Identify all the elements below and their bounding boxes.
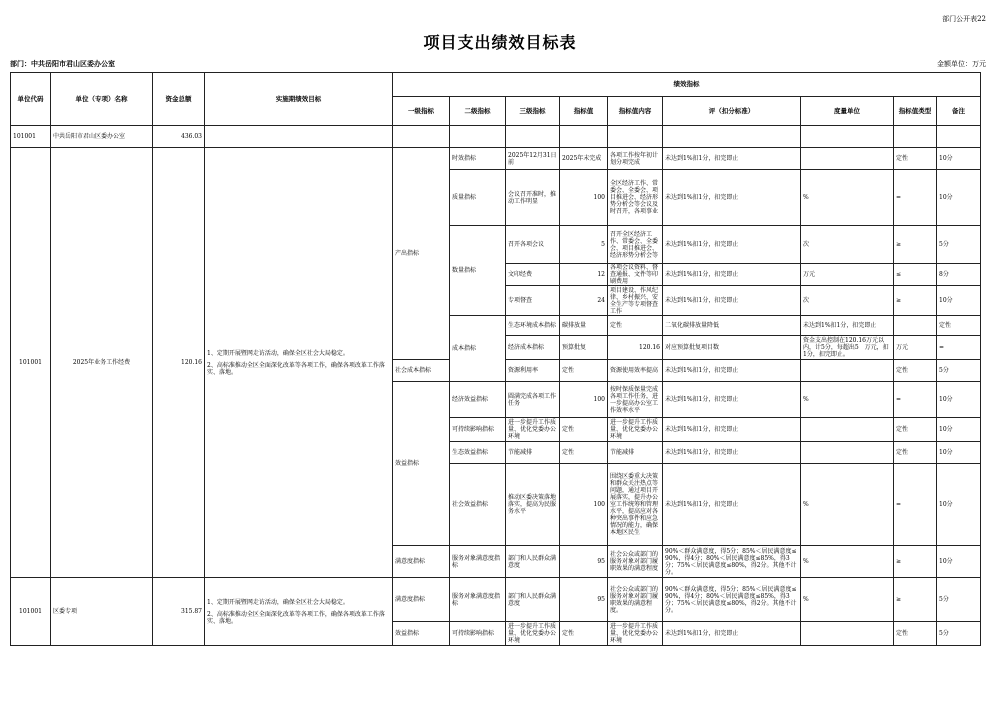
p2-r1-content: 进一步提升工作质量、优化党委办公环境 (608, 622, 663, 646)
p1-r0-content: 各项工作按年初计划分项完成 (608, 148, 663, 170)
p1-r10-unit (801, 442, 894, 464)
p1-r5-score: 未达到1%扣1分，扣完即止 (801, 316, 894, 336)
p1-r1-unit: % (801, 170, 894, 226)
p2-r1-val: 定性 (560, 622, 608, 646)
p2-r0-unit: % (801, 578, 894, 622)
header-unit-code: 单位代码 (11, 73, 51, 126)
p1-r2-val: 5 (560, 226, 608, 264)
p1-goal (205, 148, 393, 578)
p1-r8-score: 未达到1%扣1分，扣完即止 (663, 382, 801, 418)
header-note: 备注 (937, 97, 981, 126)
p1-r3-val: 12 (560, 264, 608, 286)
p2-r1-unit (801, 622, 894, 646)
p1-r4-content: 项目建设、作风纪律、乡村振兴、安全生产等专项督查工作 (608, 286, 663, 316)
p2-r0-score: 90%＜群众满意度，得5分；85%＜居民满意度≤90%，得4分；80%＜居民满意度≤85%，得3分；75%＜居民满意度≤80%，得2分。其他不计分。 (663, 578, 801, 622)
p2-goal-2: 2、高标准推动全区全面深化改革等各项工作，确保各项改革工作落实、落地。 (207, 610, 385, 625)
p1-r10-l3: 节能减排 (506, 442, 560, 464)
p1-r9-note: 10分 (937, 418, 981, 442)
p1-r4-l3: 专项督查 (506, 286, 560, 316)
p1-r5-l2: 生态环境成本指标 (506, 316, 560, 336)
p1-r6-content: 对应预算批复项目数 (663, 336, 801, 360)
p1-r9-val: 定性 (560, 418, 608, 442)
p1-r9-l3: 进一步提升工作质量、优化党委办公环境 (506, 418, 560, 442)
p1-r7-unit (801, 360, 894, 382)
p1-r9-content: 进一步提升工作质量、优化党委办公环境 (608, 418, 663, 442)
p2-r0-note: 5分 (937, 578, 981, 622)
p1-r6-val: 120.16 (608, 336, 663, 360)
p1-r10-type: 定性 (894, 442, 937, 464)
p2-r1-l3: 进一步提升工作质量、优化党委办公环境 (506, 622, 560, 646)
p1-r1-l2: 质量指标 (450, 170, 506, 226)
p1-name: 2025年业务工作经费 (51, 148, 153, 578)
performance-table (10, 72, 981, 646)
p1-r8-val: 100 (560, 382, 608, 418)
p1-r5-type: 定性 (937, 316, 981, 336)
p1-r11-unit: % (801, 464, 894, 546)
p1-r12-score: 90%＜群众满意度，得5分；85%＜居民满意度≤90%，得4分；80%＜居民满意度≤85%，得3分；75%＜居民满意度≤80%，得2分。其他不计分。 (663, 546, 801, 578)
p1-r6-l2: 经济成本指标 (506, 336, 560, 360)
p1-r5-unit (894, 316, 937, 336)
p2-r1-note: 5分 (937, 622, 981, 646)
p1-r4-score: 未达到1%扣1分，扣完即止 (663, 286, 801, 316)
p1-r4-val: 24 (560, 286, 608, 316)
p1-r12-note: 10分 (937, 546, 981, 578)
p1-r1-val: 100 (560, 170, 608, 226)
p2-r0-l3: 部门和人民群众满意度 (506, 578, 560, 622)
p2-r1-type: 定性 (894, 622, 937, 646)
p2-r0-content: 社会公众或部门的服务对象对部门履职效果的满意程度。 (608, 578, 663, 622)
p1-r1-type: = (894, 170, 937, 226)
p1-r4-type: ≥ (894, 286, 937, 316)
p2-code: 101001 (11, 578, 51, 646)
p1-r0-val: 2025年末完成 (560, 148, 608, 170)
p1-r8-note: 10分 (937, 382, 981, 418)
header-indicators: 绩效指标 (393, 73, 981, 97)
header-annual-goal: 实施期绩效目标 (205, 73, 393, 126)
table-row (11, 126, 981, 148)
p1-r8-l2: 经济效益指标 (450, 382, 506, 418)
p1-r11-l3: 推动区委决策落地落实，提高为民服务水平 (506, 464, 560, 546)
p1-r8-unit: % (801, 382, 894, 418)
p2-l1-benefit: 效益指标 (393, 622, 450, 646)
p1-r3-type: ≤ (894, 264, 937, 286)
summary-code: 101001 (11, 126, 51, 148)
p1-r2-l3: 召开各项会议 (506, 226, 560, 264)
header-measure-unit: 度量单位 (801, 97, 894, 126)
p1-r10-l2: 生态效益指标 (450, 442, 506, 464)
page-title: 项目支出绩效目标表 (423, 33, 577, 52)
p1-r0-l2: 时效指标 (450, 148, 506, 170)
p1-r11-note: 10分 (937, 464, 981, 546)
p2-r0-type: ≥ (894, 578, 937, 622)
p1-r12-unit: % (801, 546, 894, 578)
p1-r0-l3: 2025年12月31日前 (506, 148, 560, 170)
p1-r10-val: 定性 (560, 442, 608, 464)
p1-r12-content: 社会公众或部门的服务对象对部门履职效果的满意程度 (608, 546, 663, 578)
summary-name: 中共岳阳市君山区委办公室 (51, 126, 153, 148)
p1-r2-score: 未达到1%扣1分，扣完即止 (663, 226, 801, 264)
table-row (11, 578, 981, 622)
p1-r11-type: = (894, 464, 937, 546)
p2-name: 区委专项 (51, 578, 153, 646)
p1-r1-l3: 会议召开准时，推动工作明显 (506, 170, 560, 226)
p1-r6-unit: 万元 (894, 336, 937, 360)
p1-r6-l3: 预算批复 (560, 336, 608, 360)
p1-r7-type: 定性 (894, 360, 937, 382)
header-unit-name: 单位（专项）名称 (51, 73, 153, 126)
p1-r7-l2: 社会成本指标 (393, 360, 450, 382)
p1-r1-content: 全区经济工作、常委会、全委会、项目推进会、经济形势分析会等会议及时召开，各项事业 (608, 170, 663, 226)
p1-r3-note: 8分 (937, 264, 981, 286)
p1-r12-val: 95 (560, 546, 608, 578)
p1-r2-unit: 次 (801, 226, 894, 264)
header-value: 指标值 (560, 97, 608, 126)
p1-r7-score: 未达到1%扣1分，扣完即止 (663, 360, 801, 382)
p1-r10-note: 10分 (937, 442, 981, 464)
p1-goal-1: 1、定期开展暨网走访活动，确保全区社会大局稳定。 (207, 349, 349, 357)
p1-code: 101001 (11, 148, 51, 578)
p1-r7-note: 5分 (937, 360, 981, 382)
header-total-funds: 资金总额 (153, 73, 205, 126)
p1-r5-content: 二氧化碳排放量降低 (663, 316, 801, 336)
p1-r6-score: 资金支出控制在120.16万元以内，计5分，每超出5 万元，扣1分，扣完即止。 (801, 336, 894, 360)
p1-r11-score: 未达到1%扣1分，扣完即止 (663, 464, 801, 546)
header-level1: 一级指标 (393, 97, 450, 126)
p1-r5-val: 定性 (608, 316, 663, 336)
p1-r9-score: 未达到1%扣1分，扣完即止 (663, 418, 801, 442)
p1-r12-type: ≥ (894, 546, 937, 578)
p1-amount: 120.16 (153, 148, 205, 578)
p1-r0-score: 未达到1%扣1分，扣完即止 (663, 148, 801, 170)
department-label: 部门：中共岳阳市君山区委办公室 (10, 59, 115, 68)
p1-r3-unit: 万元 (801, 264, 894, 286)
p1-r1-score: 未达到1%扣1分，扣完即止 (663, 170, 801, 226)
p2-goal (205, 578, 393, 646)
p1-r8-content: 按时保质保量完成各项工作任务，进一步提高办公室工作效率水平 (608, 382, 663, 418)
p2-r1-score: 未达到1%扣1分，扣完即止 (663, 622, 801, 646)
p1-r11-content: 围绕区委重大决策和群众关注热点等问题，通过项目开展落实，提升办公室工作统筹和管理水平，提高应对各种突出事件和应急情况的能力，确保本地区民生 (608, 464, 663, 546)
p1-goal-2: 2、高标准推动全区全面深化改革等各项工作，确保各项改革工作落实、落地。 (207, 361, 385, 376)
p1-r1-note: 10分 (937, 170, 981, 226)
p1-r5-l3: 碳排放量 (560, 316, 608, 336)
p1-r0-note: 10分 (937, 148, 981, 170)
p2-r1-l2: 可持续影响指标 (450, 622, 506, 646)
p2-l1-satisfaction: 满意度指标 (393, 578, 450, 622)
p1-r2-l2: 数量指标 (450, 226, 506, 316)
p1-r7-val: 定性 (560, 360, 608, 382)
p1-r3-l3: 文印经费 (506, 264, 560, 286)
p1-l1-output: 产出指标 (393, 148, 450, 360)
p2-r0-val: 95 (560, 578, 608, 622)
header-scoring: 评（扣分标准） (663, 97, 801, 126)
table-number-label: 部门公开表22 (942, 15, 986, 23)
p1-l1-benefit: 效益指标 (393, 382, 450, 546)
p1-r11-val: 100 (560, 464, 608, 546)
table-row (11, 148, 981, 170)
p1-r2-type: ≥ (894, 226, 937, 264)
summary-amount: 436.03 (153, 126, 205, 148)
header-level2: 二级指标 (450, 97, 506, 126)
p1-r10-content: 节能减排 (608, 442, 663, 464)
amount-unit-label: 金额单位：万元 (937, 60, 986, 68)
p1-r9-type: 定性 (894, 418, 937, 442)
p1-r7-l3: 资源利用率 (506, 360, 560, 382)
p1-r2-note: 5分 (937, 226, 981, 264)
p1-r6-type: = (937, 336, 981, 360)
p1-r10-score: 未达到1%扣1分，扣完即止 (663, 442, 801, 464)
p2-amount: 315.87 (153, 578, 205, 646)
header-value-type: 指标值类型 (894, 97, 937, 126)
p1-r4-unit: 次 (801, 286, 894, 316)
p1-r12-l2: 服务对象满意度指标 (450, 546, 506, 578)
p1-l1-satisfaction: 满意度指标 (393, 546, 450, 578)
p1-r8-l3: 圆满完成各项工作任务 (506, 382, 560, 418)
p1-r2-content: 召开全区经济工作、常委会、全委会、项目推进会、经济形势分析会等 (608, 226, 663, 264)
p1-r0-unit (801, 148, 894, 170)
p1-r9-unit (801, 418, 894, 442)
p1-r12-l3: 部门和人民群众满意度 (506, 546, 560, 578)
p1-r8-type: = (894, 382, 937, 418)
p1-r3-content: 各项会议资料、督查通报、文件等印刷费用 (608, 264, 663, 286)
p1-r9-l2: 可持续影响指标 (450, 418, 506, 442)
p1-r3-score: 未达到1%扣1分，扣完即止 (663, 264, 801, 286)
header-content: 指标值内容 (608, 97, 663, 126)
p2-goal-1: 1、定期开展暨网走访活动，确保全区社会大局稳定。 (207, 598, 349, 606)
p2-r0-l2: 服务对象满意度指标 (450, 578, 506, 622)
p1-r0-type: 定性 (894, 148, 937, 170)
p1-r7-content: 资源使用效率提高 (608, 360, 663, 382)
p1-r11-l2: 社会效益指标 (450, 464, 506, 546)
p1-r4-note: 10分 (937, 286, 981, 316)
header-level3: 三级指标 (506, 97, 560, 126)
p1-l1-cost: 成本指标 (450, 316, 506, 382)
